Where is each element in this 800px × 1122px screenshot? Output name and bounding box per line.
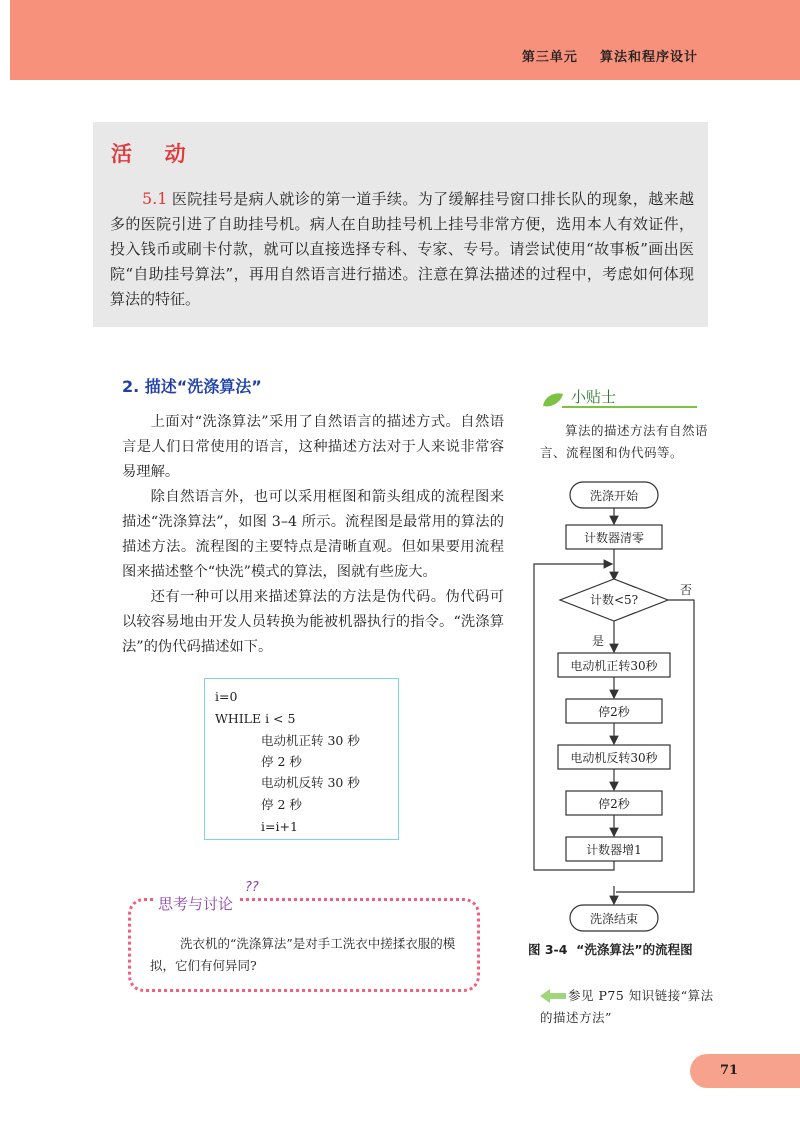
page-header — [10, 0, 800, 80]
code-line: 电动机正转 30 秒 — [261, 733, 360, 748]
flow-step3-label: 电动机反转30秒 — [570, 751, 658, 765]
page-number-tab — [690, 1054, 800, 1088]
page-number: 71 — [720, 1063, 739, 1078]
flow-increment-label: 计数器增1 — [586, 843, 642, 857]
code-line: WHILE i < 5 — [215, 711, 296, 726]
paragraph: 除自然语言外，也可以采用框图和箭头组成的流程图来描述“洗涤算法”，如图 3–4 所示。流程图是最常用的算法的描述方法。流程图的主要特点是清晰直观。但如果要用流程图来描述整个“快洗”模式的算法，图就有些庞大。 — [122, 489, 504, 580]
pseudocode-box — [204, 678, 399, 840]
paragraph: 还有一种可以用来描述算法的方法是伪代码。伪代码可以较容易地由开发人员转换为能被机器执行的指令。“洗涤算法”的伪代码描述如下。 — [122, 589, 504, 655]
flow-end-label: 洗涤结束 — [589, 912, 639, 926]
tip-text: 算法的描述方法有自然语言、流程图和伪代码等。 — [540, 423, 709, 460]
tip-divider — [562, 406, 697, 408]
flow-step4-label: 停2秒 — [598, 797, 630, 811]
leaf-icon — [542, 392, 564, 408]
code-line: 停 2 秒 — [261, 754, 302, 769]
activity-number: 5.1 — [142, 189, 168, 208]
unit-title: 第三单元 算法和程序设计 — [521, 50, 698, 65]
flow-step1-label: 电动机正转30秒 — [570, 659, 658, 673]
section-title: 2. 描述“洗涤算法” — [122, 377, 262, 396]
think-title: 思考与讨论 — [154, 893, 237, 914]
activity-title: 活 动 — [111, 142, 192, 166]
question-marks: ?? — [245, 880, 259, 895]
flow-yes-label: 是 — [591, 634, 605, 648]
code-line: 停 2 秒 — [261, 797, 302, 812]
flowchart — [528, 470, 708, 935]
flow-condition-label: 计数<5? — [589, 593, 639, 607]
figure-caption: 图 3-4 “洗涤算法”的流程图 — [528, 942, 693, 957]
flow-step2-label: 停2秒 — [598, 705, 630, 719]
activity-body: 医院挂号是病人就诊的第一道手续。为了缓解挂号窗口排长队的现象，越来越多的医院引进了自助挂号机。病人在自助挂号机上挂号非常方便，选用本人有效证件，投入钱币或刷卡付款，就可以直接选择专科、专家、专号。请尝试使用“故事板”画出医院“自助挂号算法”，再用自然语言进行描述。注意在算法描述的过程中，考虑如何体现算法的特征。 — [110, 190, 694, 308]
reference-text: 参见 P75 知识链接“算法的描述方法” — [540, 988, 714, 1025]
paragraph: 上面对“洗涤算法”采用了自然语言的描述方式。自然语言是人们日常使用的语言，这种描述方法对于人来说非常容易理解。 — [122, 414, 504, 480]
flow-init-label: 计数器清零 — [583, 531, 645, 545]
code-line: i=0 — [215, 689, 238, 704]
tip-title: 小贴士 — [571, 388, 617, 406]
code-line: i=i+1 — [261, 819, 298, 834]
flow-start-label: 洗涤开始 — [589, 489, 639, 503]
think-text: 洗衣机的“洗涤算法”是对手工洗衣中搓揉衣服的模拟，它们有何异同? — [150, 936, 456, 973]
body-text — [122, 410, 504, 660]
activity-box — [93, 122, 708, 327]
code-line: 电动机反转 30 秒 — [261, 775, 360, 790]
flow-no-label: 否 — [679, 583, 693, 597]
activity-text — [110, 186, 694, 312]
reference-note — [540, 985, 715, 1029]
